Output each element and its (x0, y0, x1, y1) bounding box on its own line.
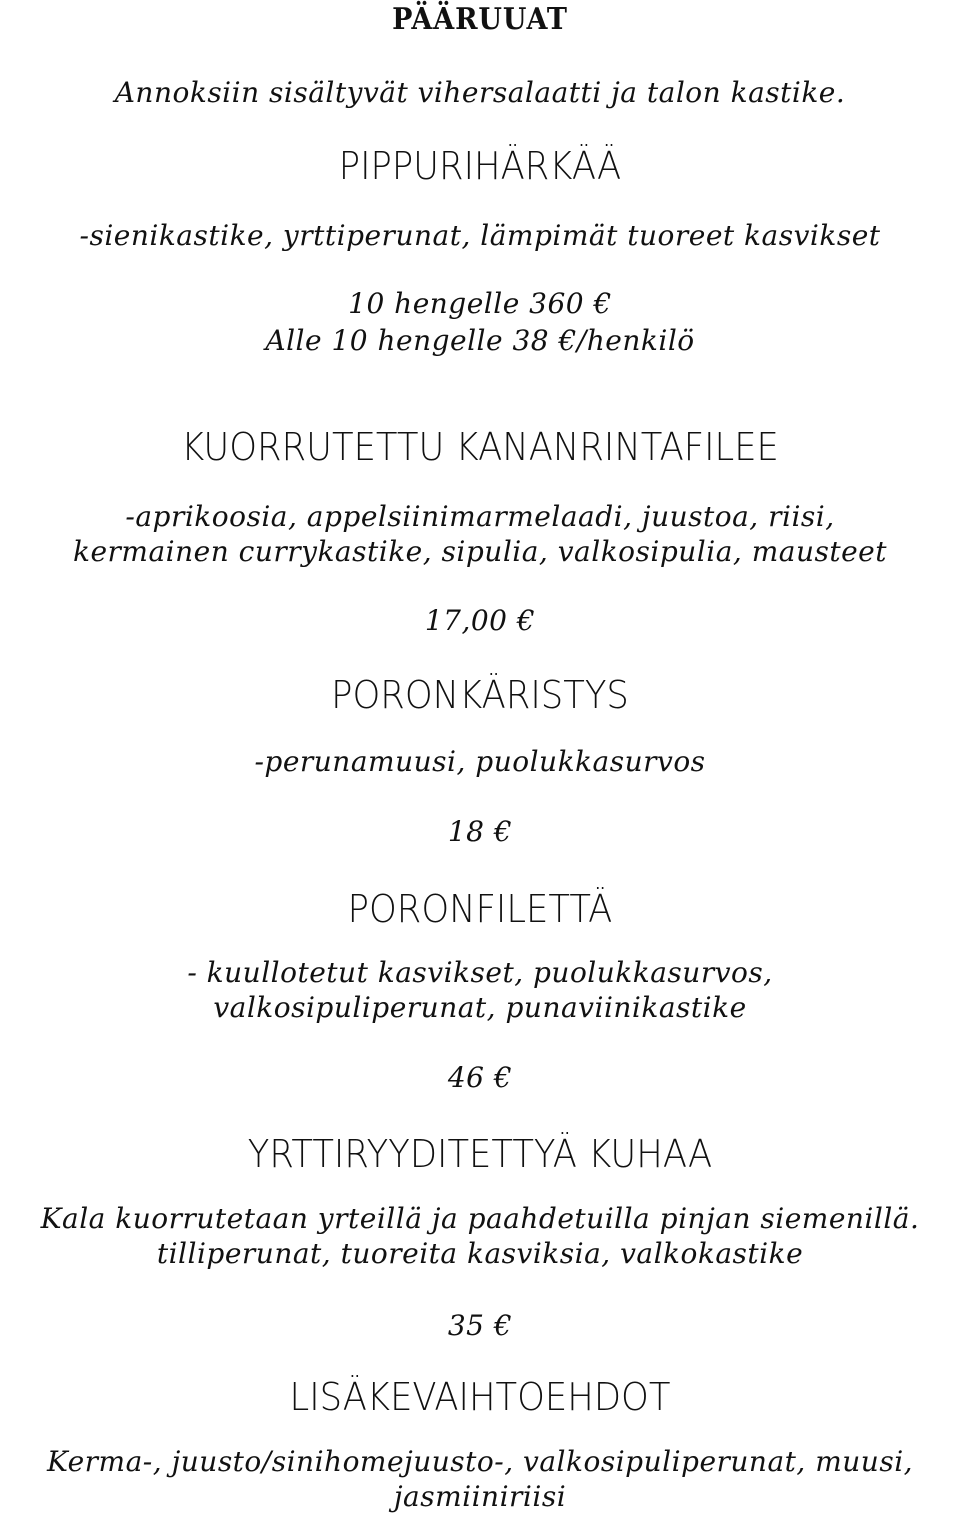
dish-description: -perunamuusi, puolukkasurvos (254, 745, 706, 778)
dish-name-poronfiletta: PORONFILETTÄ (347, 887, 613, 931)
dish-description: -sienikastike, yrttiperunat, lämpimät tuoreet kasvikset (79, 219, 881, 252)
dish-name-kuhaa: YRTTIRYYDITETTYÄ KUHAA (247, 1132, 713, 1176)
intro-note: Annoksiin sisältyvät vihersalaatti ja talon kastike. (114, 76, 846, 109)
dish-name-pippuriharkaa: PIPPURIHÄRKÄÄ (338, 144, 622, 188)
dish-price: 10 hengelle 360 € (348, 287, 612, 320)
dish-name-kananrintafilee: KUORRUTETTU KANANRINTAFILEE (181, 425, 779, 469)
page-title: PÄÄRUUAT (392, 2, 568, 37)
dish-price: 46 € (447, 1061, 513, 1094)
dish-name-poronkaristys: PORONKÄRISTYS (331, 673, 629, 717)
dish-price: 17,00 € (424, 604, 536, 637)
extras-line: jasmiiniriisi (393, 1480, 567, 1513)
dish-price: Alle 10 hengelle 38 €/henkilö (265, 324, 695, 357)
dish-description: valkosipuliperunat, punaviinikastike (213, 991, 747, 1024)
dish-description: kermainen currykastike, sipulia, valkosipulia, mausteet (73, 535, 887, 568)
dish-description: Kala kuorrutetaan yrteillä ja paahdetuilla pinjan siemenillä. (40, 1202, 920, 1235)
dish-price: 18 € (447, 815, 513, 848)
dish-description: -aprikoosia, appelsiinimarmelaadi, juustoa, riisi, (125, 500, 835, 533)
dish-price: 35 € (447, 1309, 513, 1342)
dish-description: - kuullotetut kasvikset, puolukkasurvos, (187, 956, 773, 989)
extras-line: Kerma-, juusto/sinihomejuusto-, valkosipuliperunat, muusi, (46, 1445, 914, 1478)
extras-heading: LISÄKEVAIHTOEHDOT (289, 1375, 671, 1419)
dish-description: tilliperunat, tuoreita kasviksia, valkokastike (156, 1237, 804, 1270)
